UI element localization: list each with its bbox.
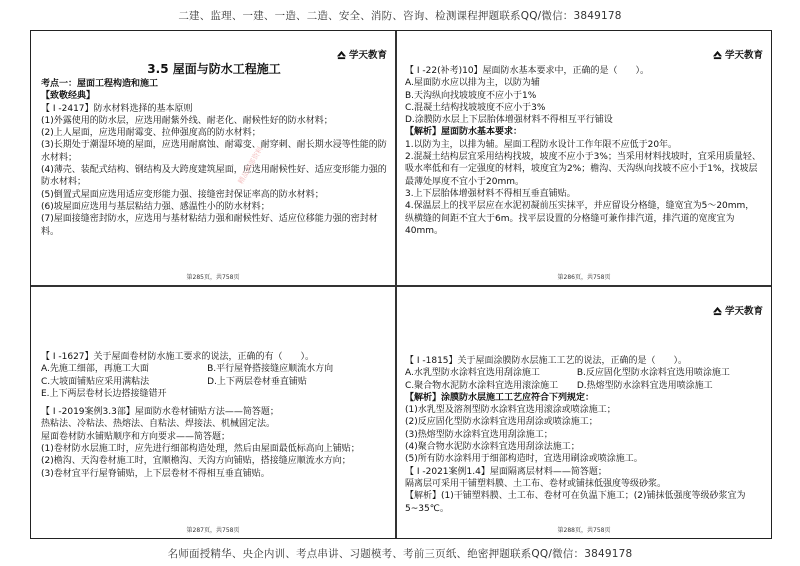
text-line: (5)倒置式屋面应选用适应变形能力强、接缝密封保证率高的防水材料； <box>41 189 324 200</box>
text-line: (5)所有防水涂料用于细部构造时，宜选用刷涂或喷涂施工。 <box>405 454 643 465</box>
option-item: D.涂膜防水层上下层胎体增强材料不得相互平行铺设 <box>405 115 613 126</box>
option-item: D.上下两层卷材垂直铺贴 <box>207 376 307 387</box>
text-line: 隔离层可采用干铺塑料膜、土工布、卷材或铺抹低强度等级砂浆。 <box>405 478 667 489</box>
page-number: 第287页，共758页 <box>186 527 240 534</box>
text-line: (1)卷材防水层施工时，应先进行细部构造处理，然后由屋面最低标高向上铺贴； <box>41 444 360 455</box>
logo-icon <box>336 49 347 60</box>
logo-text: 学天教育 <box>724 306 763 317</box>
text-line: 2.混凝土结构层宜采用结构找坡，坡度不应小于3%；当采用材料找坡时，宜采用质量轻、吸水率低和有一定强度的材料，坡度宜为2%；檐沟、天沟纵向找坡不应小于1%，找坡层最薄处厚度不宜小于20mm。 <box>405 152 761 187</box>
text-line: (1)外露使用的防水层，应选用耐紫外线、耐老化、耐候性好的防水材料； <box>41 115 333 126</box>
option-item: A.屋面防水应以排为主，以防为辅 <box>405 78 540 89</box>
option-item: B.平行屋脊搭接缝应顺流水方向 <box>207 364 334 375</box>
tag-heading: 【致敬经典】 <box>41 91 96 102</box>
panel-bottom-right-content <box>405 355 763 515</box>
text-line: (2)上人屋面，应选用耐霉变、拉伸强度高的防水材料； <box>41 128 261 139</box>
options-row <box>405 380 763 392</box>
case-heading: 【 I -2021案例1.4】屋面隔离层材料——简答题； <box>405 466 607 477</box>
text-line: (7)屋面接缝密封防水，应选用与基材粘结力强和耐候性好、适应位移能力强的密封材料。 <box>41 214 378 237</box>
option-item: A.先施工细部，再施工大面 <box>41 364 149 375</box>
text-line: (4)聚合物水泥防水涂料宜选用刮涂法施工； <box>405 442 580 453</box>
panel-top-right-content <box>405 59 763 237</box>
top-banner: 二建、监理、一建、一造、二造、安全、消防、咨询、检测课程押题联系QQ/微信：3849178 <box>178 10 622 22</box>
question-heading: 【 I -2417】防水材料选择的基本原则 <box>41 103 193 114</box>
text-line: 屋面卷材防水铺贴顺序和方向要求——简答题； <box>41 431 231 442</box>
watermark-stamp: 精品内部资料 <box>236 145 265 186</box>
logo-icon <box>712 49 723 60</box>
option-item: B.天沟纵向找坡坡度不应小于1% <box>405 90 537 101</box>
text-line: (6)坡屋面应选用与基层粘结力强、感温性小的防水材料； <box>41 201 270 212</box>
panel-top-right <box>397 31 771 285</box>
options-row <box>405 367 763 379</box>
text-line: (4)薄壳、装配式结构、钢结构及大跨度建筑屋面，应选用耐候性好、适应变形能力强的防水材料； <box>41 165 387 188</box>
page-number: 第285页，共758页 <box>186 274 240 281</box>
page-number: 第288页，共758页 <box>557 527 611 534</box>
text-line: (2)反应固化型防水涂料宜选用刮涂或喷涂施工； <box>405 417 598 428</box>
panel-bottom-left-content <box>41 351 387 480</box>
logo-text: 学天教育 <box>348 50 387 61</box>
document-sheet <box>30 30 772 539</box>
panel-top-left <box>31 31 395 285</box>
text-line: 热粘法、冷粘法、热熔法、自粘法、焊接法、机械固定法。 <box>41 419 276 430</box>
panel-bottom-left <box>31 287 395 538</box>
text-line: 4.保温层上的找平层应在水泥初凝前压实抹平，并应留设分格缝，缝宽宜为5～20mm，纵横缝的间距不宜大于6m。找平层设置的分格缝可兼作排汽道，排汽道的宽度宜为40mm。 <box>405 201 755 236</box>
question-text: 【 I -1815】关于屋面涂膜防水层施工工艺的说法，正确的是（ ）。 <box>405 356 688 366</box>
options-row <box>41 363 387 375</box>
option-item: C.混凝土结构找坡坡度不应小于3% <box>405 102 546 113</box>
logo <box>712 303 763 317</box>
logo <box>336 47 387 61</box>
analysis-heading: 【解析】涂膜防水层施工工艺应符合下列规定： <box>405 392 595 403</box>
text-line: 3.上下层胎体增强材料不得相互垂直铺贴。 <box>405 188 576 199</box>
logo-text: 学天教育 <box>724 50 763 61</box>
option-item: C.聚合物水泥防水涂料宜选用滚涂施工 <box>405 380 559 391</box>
option-item: C.大坡面铺贴应采用满粘法 <box>41 376 150 387</box>
option-item: A.水乳型防水涂料宜选用刮涂施工 <box>405 368 540 379</box>
panel-bottom-right <box>397 287 771 538</box>
case-heading: 【 I -2019案例3.3部】屋面防水卷材铺贴方法——简答题； <box>41 407 279 418</box>
options-row <box>41 376 387 388</box>
text-line: (2)檐沟、天沟卷材施工时，宜顺檐沟、天沟方向铺贴，搭接缝应顺流水方向； <box>41 456 351 467</box>
text-line: (3)热熔型防水涂料宜选用刮涂施工； <box>405 429 553 440</box>
question-text: 【 I -1627】关于屋面卷材防水施工要求的说法，正确的有（ ）。 <box>41 352 315 362</box>
bottom-banner: 名师面授精华、央企内训、考点串讲、习题模考、考前三页纸、绝密押题联系QQ/微信：3849178 <box>167 548 633 560</box>
analysis-heading: 【解析】屋面防水基本要求： <box>405 127 523 138</box>
point-heading: 考点一：屋面工程构造和施工 <box>41 79 159 89</box>
option-item: B.反应固化型防水涂料宜选用喷涂施工 <box>576 368 730 379</box>
logo-icon <box>712 305 723 316</box>
text-line: (3)长期处于潮湿环境的屋面，应选用耐腐蚀、耐霉变、耐穿刺、耐长期水浸等性能的防水材料； <box>41 140 387 163</box>
panel-top-left-content <box>41 61 387 238</box>
option-item: E.上下两层卷材长边搭接缝错开 <box>41 388 167 399</box>
text-line: (1)水乳型及溶剂型防水涂料宜选用滚涂或喷涂施工； <box>405 405 616 416</box>
text-line: (3)卷材宜平行屋脊铺贴，上下层卷材不得相互垂直铺贴。 <box>41 468 270 479</box>
question-text: 【 I -22(补考)10】屋面防水基本要求中，正确的是（ ）。 <box>405 66 650 76</box>
option-item: D.热熔型防水涂料宜选用喷涂施工 <box>576 380 713 391</box>
text-line: 1.以防为主，以排为辅。屋面工程防水设计工作年限不应低于20年。 <box>405 139 678 150</box>
section-title: 3.5 屋面与防水工程施工 <box>147 62 281 76</box>
case-analysis: 【解析】(1)干铺塑料膜、土工布、卷材可在负温下施工；(2)铺抹低强度等级砂浆宜为5~35℃。 <box>405 491 746 514</box>
page-number: 第286页，共758页 <box>557 274 611 281</box>
